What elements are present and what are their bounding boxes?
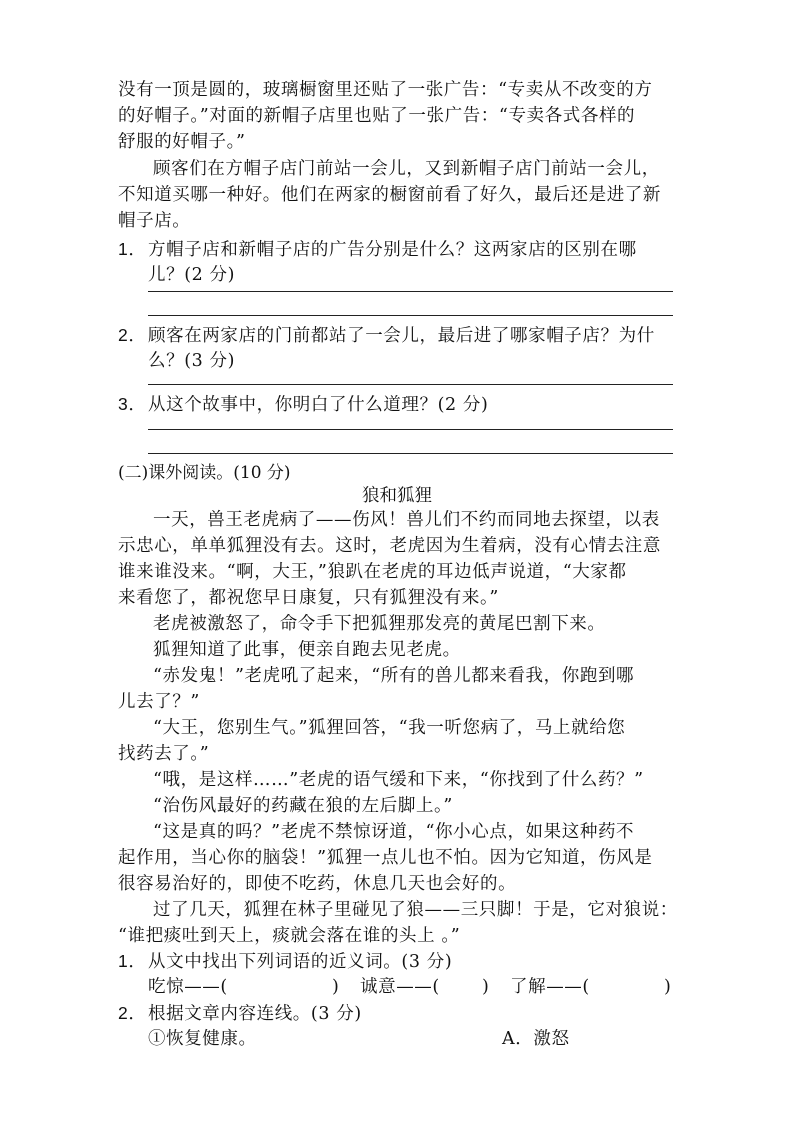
passage-line: 示忠心，单单狐狸没有去。这时，老虎因为生着病，没有心情去注意 — [118, 536, 661, 556]
passage-line: 来看您了，都祝您早日康复，只有狐狸没有来。” — [118, 588, 499, 608]
synonym-word: 诚意——( — [360, 977, 440, 997]
question-text: 从这个故事中，你明白了什么道理？(2 分) — [148, 395, 489, 415]
answer-line[interactable] — [148, 315, 673, 316]
passage-line: 不知道买哪一种好。他们在两家的橱窗前看了好久，最后还是进了新 — [118, 185, 661, 205]
question-2-cont: 么？(3 分) — [148, 351, 236, 371]
passage-line: “这是真的吗？”老虎不禁惊讶道，“你小心点，如果这种药不 — [153, 822, 635, 842]
question-text: 顾客在两家店的门前都站了一会儿，最后进了哪家帽子店？为什 — [148, 326, 655, 346]
passage-line: 没有一顶是圆的，玻璃橱窗里还贴了一张广告：“专卖从不改变的方 — [118, 80, 653, 100]
passage-line: 找药去了。” — [118, 744, 210, 764]
passage-line: “谁把痰吐到天上，痰就会落在谁的头上 。” — [118, 926, 461, 946]
question-2-2 — [118, 1000, 678, 1027]
question-text: 方帽子店和新帽子店的广告分别是什么？这两家店的区别在哪 — [148, 240, 637, 260]
answer-line[interactable] — [148, 453, 673, 454]
synonym-close[interactable]: ) — [664, 977, 672, 997]
question-text: 从文中找出下列词语的近义词。(3 分) — [148, 952, 453, 972]
synonym-close[interactable]: ) — [332, 977, 340, 997]
question-number: 2． — [118, 1003, 147, 1023]
passage-line: 谁来谁没来。“啊，大王，”狼趴在老虎的耳边低声说道，“大家都 — [118, 562, 627, 582]
question-2 — [118, 322, 678, 349]
passage-line: “哦，是这样……”老虎的语气缓和下来，“你找到了什么药？” — [153, 770, 644, 790]
passage-line: 过了几天，狐狸在林子里碰见了狼——三只脚！于是，它对狼说： — [153, 900, 678, 920]
synonym-close[interactable]: ) — [482, 977, 490, 997]
passage-line: 起作用，当心你的脑袋！”狐狸一点儿也不怕。因为它知道，伤风是 — [118, 848, 653, 868]
story-title: 狼和狐狸 — [362, 485, 432, 505]
match-left-item[interactable]: ①恢复健康。 — [148, 1029, 257, 1049]
passage-line: 一天，兽王老虎病了——伤风！兽儿们不约而同地去探望，以表 — [153, 510, 660, 530]
passage-line: 帽子店。 — [118, 211, 191, 231]
synonym-word: 吃惊——( — [148, 977, 228, 997]
question-number: 2． — [118, 325, 147, 345]
answer-line[interactable] — [148, 384, 673, 385]
question-3 — [118, 391, 678, 418]
question-1-cont: 儿？(2 分) — [148, 265, 236, 285]
answer-line[interactable] — [148, 291, 673, 292]
synonym-word: 了解——( — [510, 977, 590, 997]
question-2-1 — [118, 948, 678, 975]
passage-line: “大王，您别生气。”狐狸回答，“我一听您病了，马上就给您 — [153, 718, 626, 738]
passage-line: 儿去了？” — [118, 692, 200, 712]
passage-line: 舒服的好帽子。” — [118, 132, 246, 152]
question-1 — [118, 236, 678, 263]
passage-line: 很容易治好的，即使不吃药，休息几天也会好的。 — [118, 874, 517, 894]
passage-line: 的好帽子。”对面的新帽子店里也贴了一张广告：“专卖各式各样的 — [118, 106, 636, 126]
passage-line: “治伤风最好的药藏在狼的左后脚上。” — [153, 796, 453, 816]
answer-line[interactable] — [148, 429, 673, 430]
passage-line: “赤发鬼！”老虎吼了起来，“所有的兽儿都来看我，你跑到哪 — [153, 666, 635, 686]
passage-line: 顾客们在方帽子店门前站一会儿，又到新帽子店门前站一会儿， — [153, 159, 660, 179]
match-right-item[interactable]: A．激怒 — [502, 1029, 570, 1049]
section-heading: (二)课外阅读。(10 分) — [118, 463, 291, 483]
passage-line: 狐狸知道了此事，便亲自跑去见老虎。 — [153, 640, 461, 660]
question-number: 3． — [118, 394, 147, 414]
question-number: 1． — [118, 951, 147, 971]
question-number: 1． — [118, 239, 147, 259]
question-text: 根据文章内容连线。(3 分) — [148, 1004, 362, 1024]
passage-line: 老虎被激怒了，命令手下把狐狸那发亮的黄尾巴割下来。 — [153, 614, 606, 634]
